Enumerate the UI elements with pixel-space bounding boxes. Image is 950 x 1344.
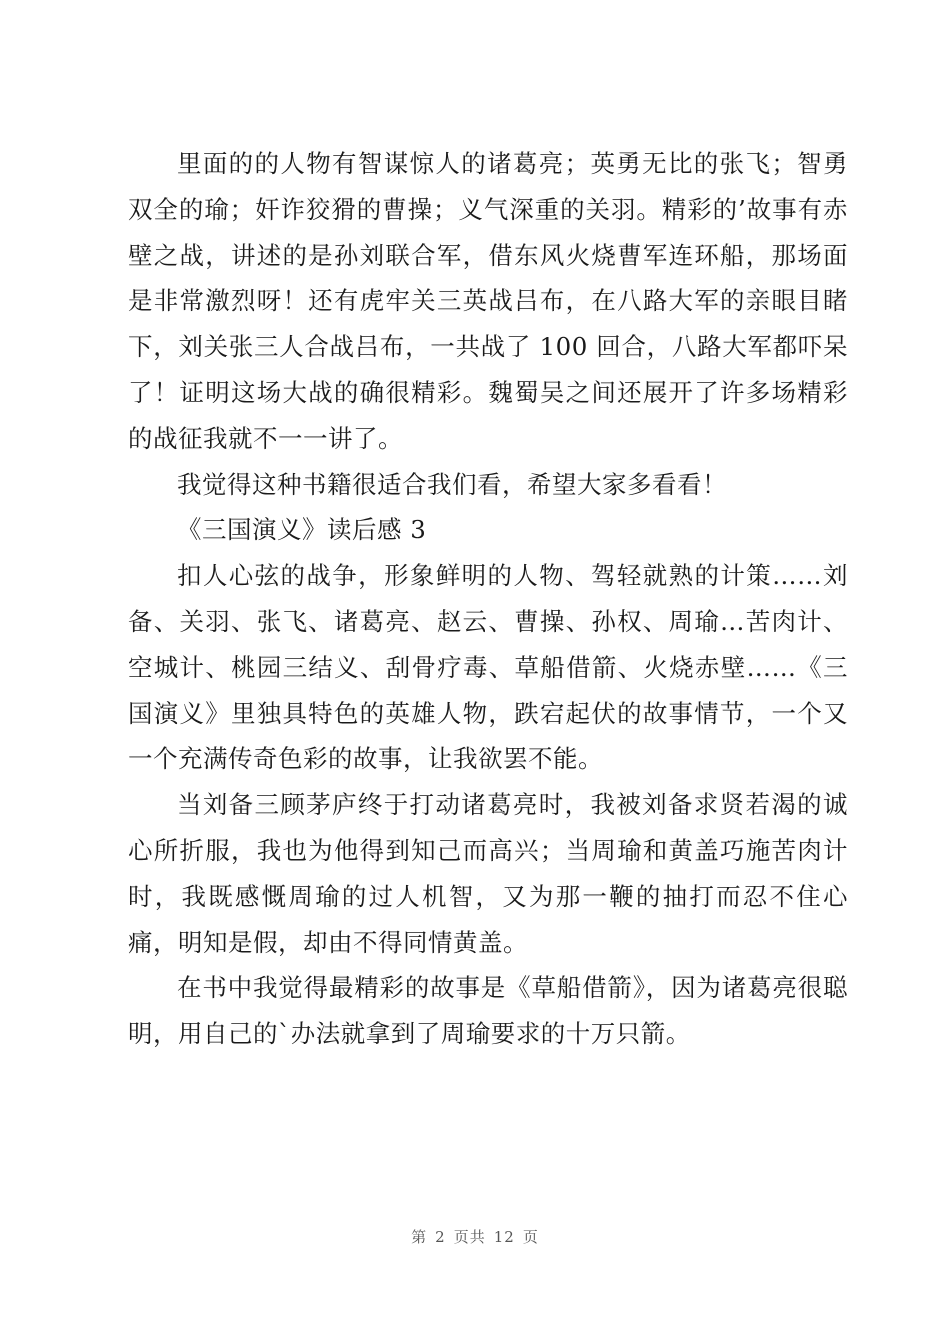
paragraph-3: 扣人心弦的战争，形象鲜明的人物、驾轻就熟的计策……刘备、关羽、张飞、诸葛亮、赵云、曹操、孙权、周瑜…苦肉计、空城计、桃园三结义、刮骨疗毒、草船借箭、火烧赤壁……《三国演义》里独具特色的英雄人物，跌宕起伏的故事情节，一个又一个充满传奇色彩的故事，让我欲罢不能。: [128, 561, 848, 774]
paragraph-2: 我觉得这种书籍很适合我们看，希望大家多看看！: [177, 469, 727, 499]
paragraph-1: 里面的的人物有智谋惊人的诸葛亮；英勇无比的张飞；智勇双全的瑜；奸诈狡猾的曹操；义气深重的关羽。精彩的’故事有赤壁之战，讲述的是孙刘联合军，借东风火烧曹军连环船，那场面是非常激烈呀！还有虎牢关三英战吕布，在八路大军的亲眼目睹下，刘关张三人合战吕布，一共战了 100 回合，八路大军都吓呆了！证明这场大战的确很精彩。魏蜀吴之间还展开了许多场精彩的战征我就不一一讲了。: [128, 149, 848, 453]
footer-total-pages: 12: [493, 1228, 515, 1246]
footer-prefix: 第: [411, 1228, 428, 1246]
paragraph-4: 当刘备三顾茅庐终于打动诸葛亮时，我被刘备求贤若渴的诚心所折服，我也为他得到知己而高兴；当周瑜和黄盖巧施苦肉计时，我既感慨周瑜的过人机智，又为那一鞭的抽打而忍不住心痛，明知是假，却由不得同情黄盖。: [128, 790, 848, 957]
footer-middle: 页共: [453, 1228, 486, 1246]
section-heading: 《三国演义》读后感 3: [177, 515, 427, 545]
footer-suffix: 页: [522, 1228, 539, 1246]
page-footer: [0, 1226, 950, 1247]
document-body: [128, 141, 848, 1057]
footer-current-page: 2: [435, 1228, 446, 1246]
paragraph-5: 在书中我觉得最精彩的故事是《草船借箭》，因为诸葛亮很聪明，用自己的`办法就拿到了周瑜要求的十万只箭。: [128, 973, 848, 1049]
